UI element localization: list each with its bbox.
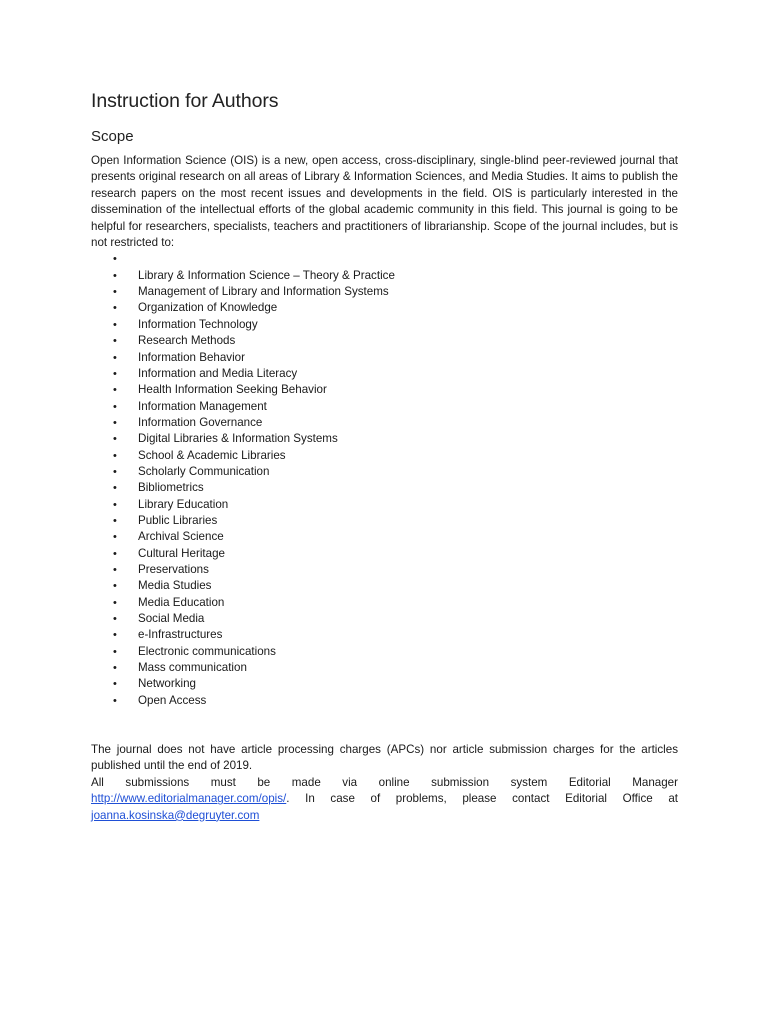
list-item [91,595,678,611]
list-item [91,578,678,594]
bullet-icon: • [113,335,117,348]
bullet-icon: • [113,269,117,282]
bullet-icon: • [113,694,117,707]
list-item-label: Mass communication [138,661,247,675]
list-item-label: Library Education [138,497,229,511]
bullet-icon: • [113,433,117,446]
bullet-icon: • [113,318,117,331]
bullet-icon: • [113,482,117,495]
list-item-label: Public Libraries [138,513,218,527]
scope-list [91,251,678,709]
apc-paragraph: The journal does not have article processing charges (APCs) nor article submission charges for the articles published until the end of 2019. [91,743,678,773]
scope-heading: Scope [91,128,134,145]
list-item [91,415,678,431]
bullet-icon: • [113,629,117,642]
list-item-label: Information Technology [138,317,258,331]
list-item-label: Scholarly Communication [138,464,270,478]
list-item-label: Media Studies [138,579,212,593]
list-item [91,382,678,398]
bullet-icon: • [113,596,117,609]
list-item-label: Management of Library and Information Systems [138,285,389,299]
list-item-label: Archival Science [138,530,224,544]
submission-text-after: . In case of problems, please contact Editorial Office at [286,792,678,806]
bullet-icon: • [113,563,117,576]
list-item-label: Bibliometrics [138,481,204,495]
page-title: Instruction for Authors [91,90,279,112]
intro-paragraph: Open Information Science (OIS) is a new, open access, cross-disciplinary, single-blind peer-reviewed journal that presents original research on all areas of Library & Information Sciences, and Media Studies. It aims to publish the research papers on the most recent issues and developments in the field. OIS is particularly interested in the dissemination of the intellectual efforts of the global academic community in this field. This journal is going to be helpful for researchers, specialists, teachers and practitioners of librarianship. Scope of the journal includes, but is not restricted to: [91,154,678,250]
bullet-icon: • [113,302,117,315]
editorial-manager-link[interactable]: http://www.editorialmanager.com/opis/ [91,792,287,806]
list-item [91,251,678,267]
list-item-label: Health Information Seeking Behavior [138,383,327,397]
list-item [91,268,678,284]
bullet-icon: • [113,514,117,527]
bullet-icon: • [113,613,117,625]
list-item-label: Cultural Heritage [138,546,225,560]
list-item-label: Networking [138,677,196,691]
bullet-icon: • [113,662,117,675]
submission-text: All submissions must be made via online submission system Editorial Manager [91,775,678,789]
bullet-icon: • [113,645,117,658]
list-item-label: Media Education [138,595,225,609]
bullet-icon: • [113,253,117,266]
document-page [91,88,678,824]
list-item [91,660,678,676]
list-item [91,350,678,366]
list-item [91,399,678,415]
list-item [91,464,678,480]
list-item [91,366,678,382]
list-item [91,546,678,562]
list-item-label: Electronic communications [138,644,276,658]
list-item-label: Open Access [138,693,207,707]
list-item [91,497,678,513]
list-item [91,317,678,333]
bullet-icon: • [113,367,117,380]
list-item-label: Social Media [138,612,205,625]
list-item [91,333,678,349]
list-item-label: Library & Information Science – Theory & Practice [138,268,395,282]
list-item [91,693,678,709]
list-item [91,529,678,545]
bullet-icon: • [113,531,117,544]
list-item [91,284,678,300]
bullet-icon: • [113,449,117,462]
list-item [91,300,678,316]
bullet-icon: • [113,465,117,478]
list-item [91,562,678,578]
list-item [91,644,678,660]
contact-email-link[interactable]: joanna.kosinska@degruyter.com [91,808,260,822]
list-item-label: Digital Libraries & Information Systems [138,432,338,446]
bullet-icon: • [113,580,117,593]
list-item-label: Preservations [138,562,209,576]
list-item [91,627,678,643]
list-item-label: Information and Media Literacy [138,366,298,380]
list-item-label: e-Infrastructures [138,628,223,642]
list-item-label: Information Behavior [138,350,245,364]
list-item [91,513,678,529]
bullet-icon: • [113,498,117,511]
bullet-icon: • [113,547,117,560]
bullet-icon: • [113,416,117,429]
bullet-icon: • [113,286,117,299]
list-item [91,431,678,447]
list-item [91,480,678,496]
submission-paragraph [91,775,678,824]
list-item [91,676,678,692]
list-item-label: Organization of Knowledge [138,301,278,315]
list-item-label: Information Management [138,399,267,413]
bullet-icon: • [113,384,117,397]
bullet-icon: • [113,678,117,691]
list-item-label: Research Methods [138,334,236,348]
list-item [91,611,678,627]
list-item-label: Information Governance [138,415,263,429]
bullet-icon: • [113,351,117,364]
list-item [91,448,678,464]
bullet-icon: • [113,400,117,413]
list-item-label: School & Academic Libraries [138,448,286,462]
